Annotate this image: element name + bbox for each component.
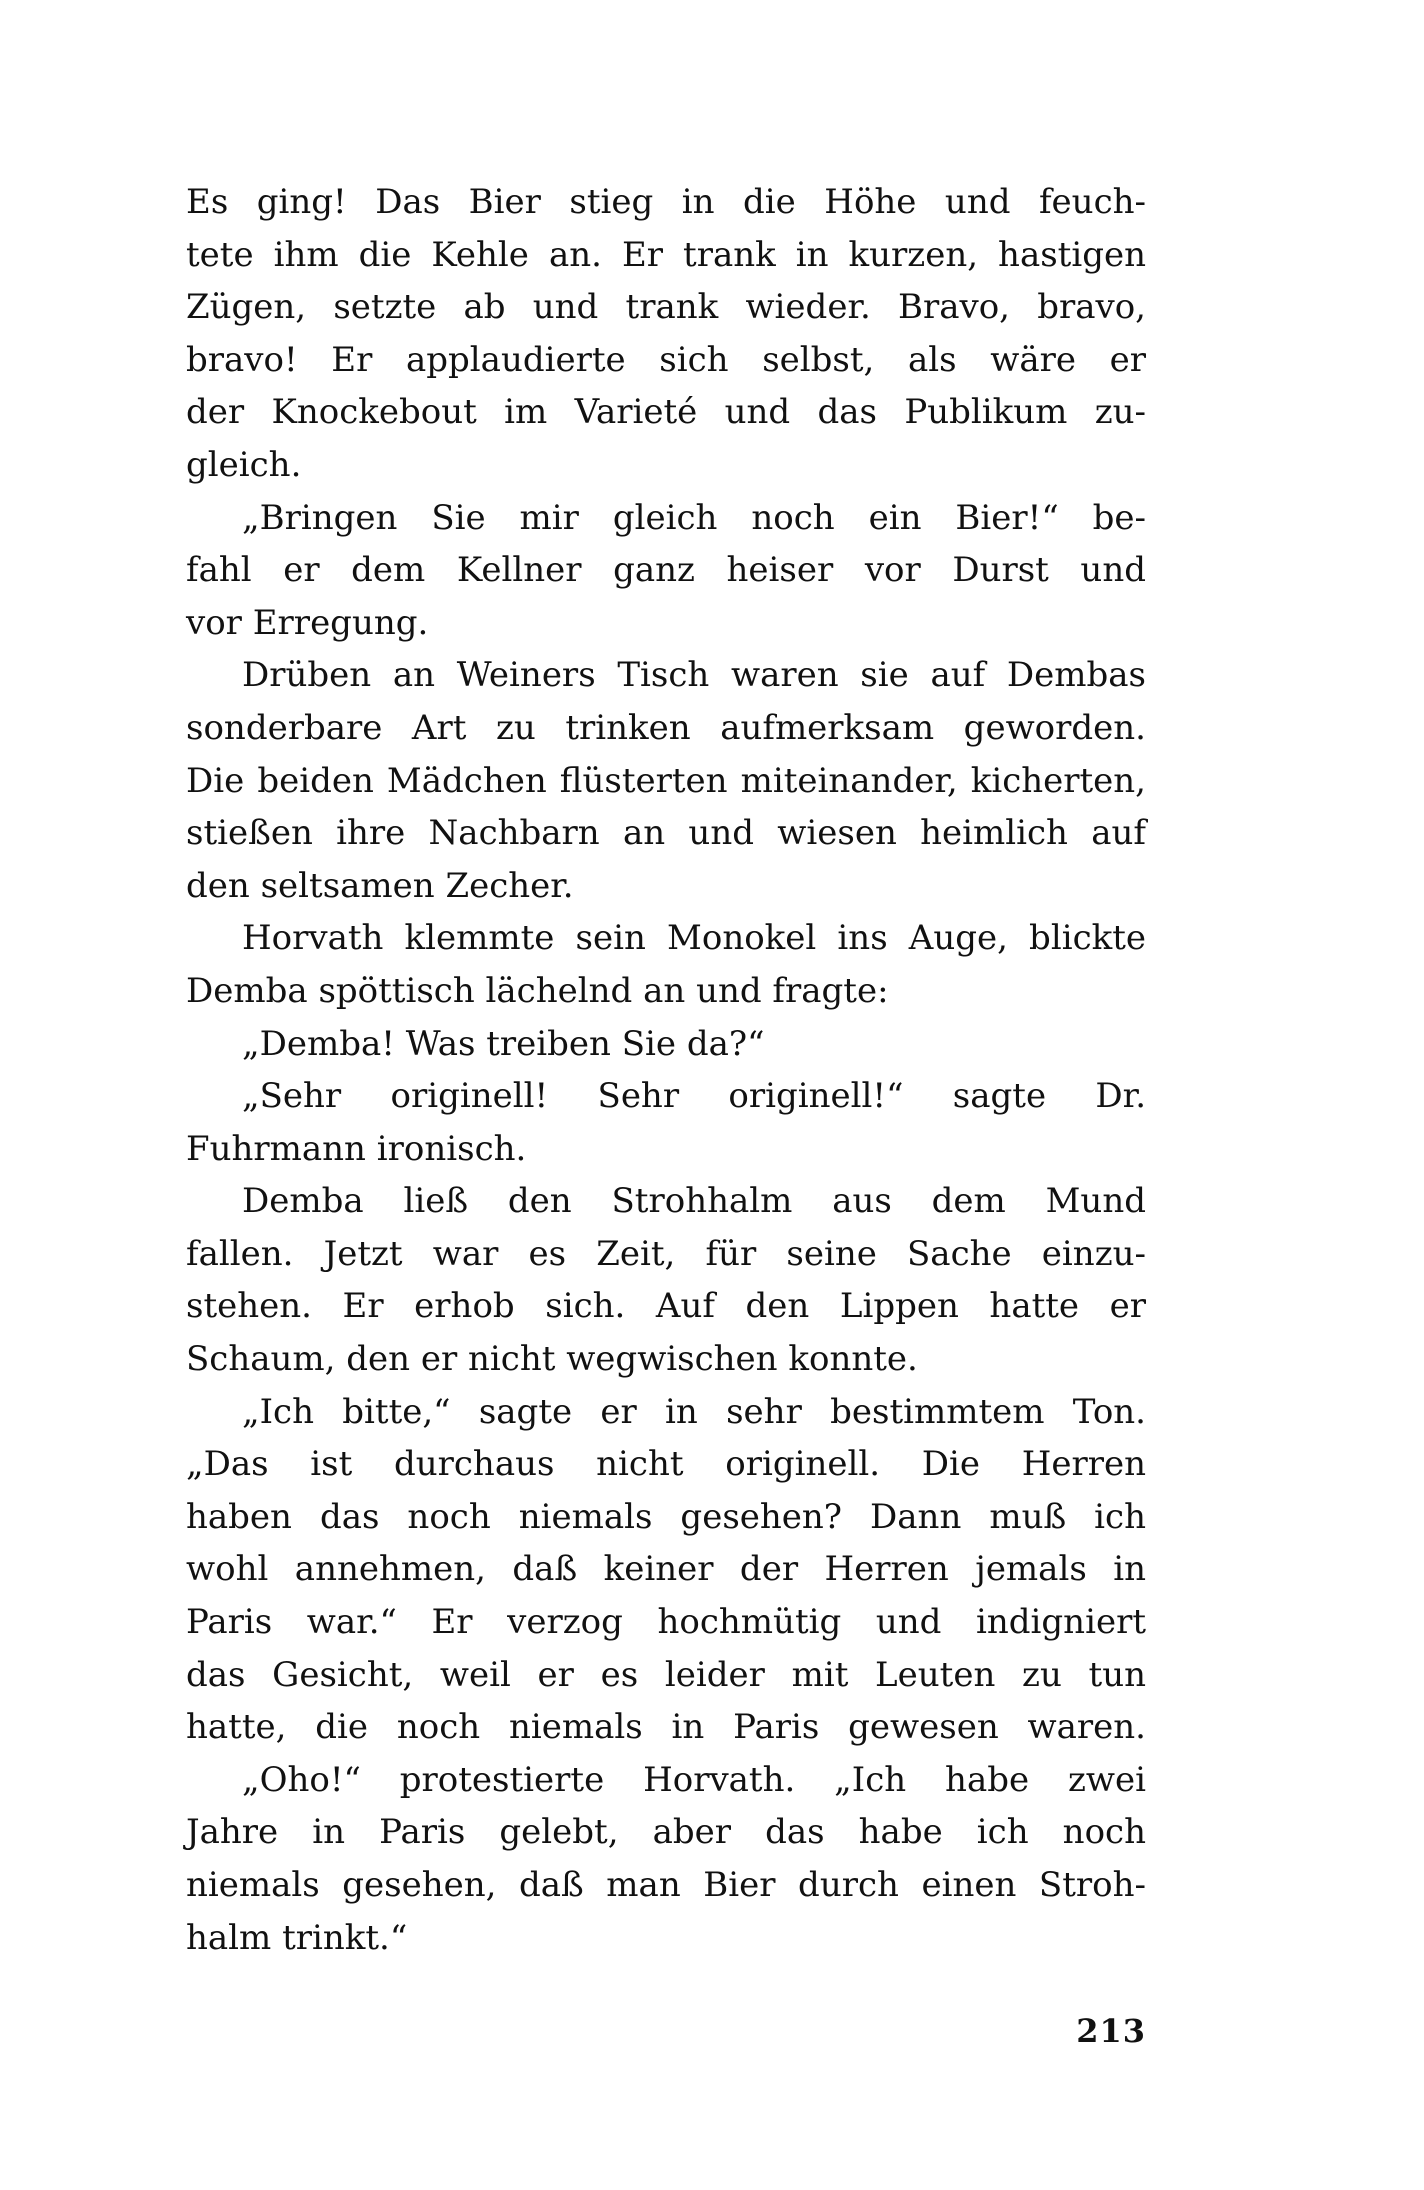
- body-text: [186, 176, 1146, 1964]
- text-line: Jahre in Paris gelebt, aber das habe ich noch: [186, 1812, 1146, 1853]
- text-line: „Das ist durchaus nicht originell. Die Herren: [186, 1444, 1146, 1485]
- text-line: Drüben an Weiners Tisch waren sie auf Dembas: [242, 655, 1146, 696]
- text-line: das Gesicht, weil er es leider mit Leuten zu tun: [186, 1654, 1146, 1695]
- text-line: gleich.: [186, 444, 302, 485]
- text-line: bravo! Er applaudierte sich selbst, als wäre er: [186, 339, 1146, 380]
- text-line: tete ihm die Kehle an. Er trank in kurzen, hastigen: [186, 234, 1146, 275]
- text-line: den seltsamen Zecher.: [186, 865, 574, 906]
- text-line: „Demba! Was treiben Sie da?“: [242, 1023, 765, 1064]
- page-number: 213: [1076, 2012, 1146, 2050]
- text-line: Demba ließ den Strohhalm aus dem Mund: [242, 1181, 1146, 1222]
- text-line: Schaum, den er nicht wegwischen konnte.: [186, 1339, 918, 1380]
- text-line: niemals gesehen, daß man Bier durch einen Stroh-: [186, 1865, 1146, 1905]
- text-line: Fuhrmann ironisch.: [186, 1128, 527, 1169]
- text-line: der Knockebout im Varieté und das Publikum zu-: [186, 392, 1146, 433]
- text-line: halm trinkt.“: [186, 1917, 408, 1958]
- text-line: Horvath klemmte sein Monokel ins Auge, blickte: [242, 918, 1146, 959]
- text-line: Zügen, setzte ab und trank wieder. Bravo, bravo,: [186, 287, 1146, 328]
- text-line: „Ich bitte,“ sagte er in sehr bestimmtem Ton.: [242, 1391, 1146, 1432]
- text-line: fallen. Jetzt war es Zeit, für seine Sache einzu-: [186, 1233, 1146, 1274]
- text-line: „Sehr originell! Sehr originell!“ sagte Dr.: [242, 1076, 1146, 1117]
- text-line: vor Erregung.: [186, 602, 429, 643]
- text-line: hatte, die noch niemals in Paris gewesen waren.: [186, 1707, 1146, 1748]
- text-line: haben das noch niemals gesehen? Dann muß ich: [186, 1496, 1146, 1537]
- text-line: Es ging! Das Bier stieg in die Höhe und feuch-: [186, 182, 1146, 222]
- text-line: Die beiden Mädchen flüsterten miteinander, kicherten,: [186, 760, 1146, 801]
- text-line: wohl annehmen, daß keiner der Herren jemals in: [186, 1549, 1146, 1590]
- text-line: fahl er dem Kellner ganz heiser vor Durst und: [186, 550, 1146, 591]
- text-line: „Oho!“ protestierte Horvath. „Ich habe zwei: [242, 1759, 1146, 1800]
- text-line: stehen. Er erhob sich. Auf den Lippen hatte er: [186, 1286, 1146, 1327]
- text-line: Paris war.“ Er verzog hochmütig und indigniert: [186, 1602, 1146, 1643]
- text-line: stießen ihre Nachbarn an und wiesen heimlich auf: [186, 813, 1146, 854]
- text-line: sonderbare Art zu trinken aufmerksam geworden.: [186, 707, 1146, 748]
- text-line: Demba spöttisch lächelnd an und fragte:: [186, 970, 889, 1011]
- text-line: „Bringen Sie mir gleich noch ein Bier!“ be-: [242, 497, 1146, 538]
